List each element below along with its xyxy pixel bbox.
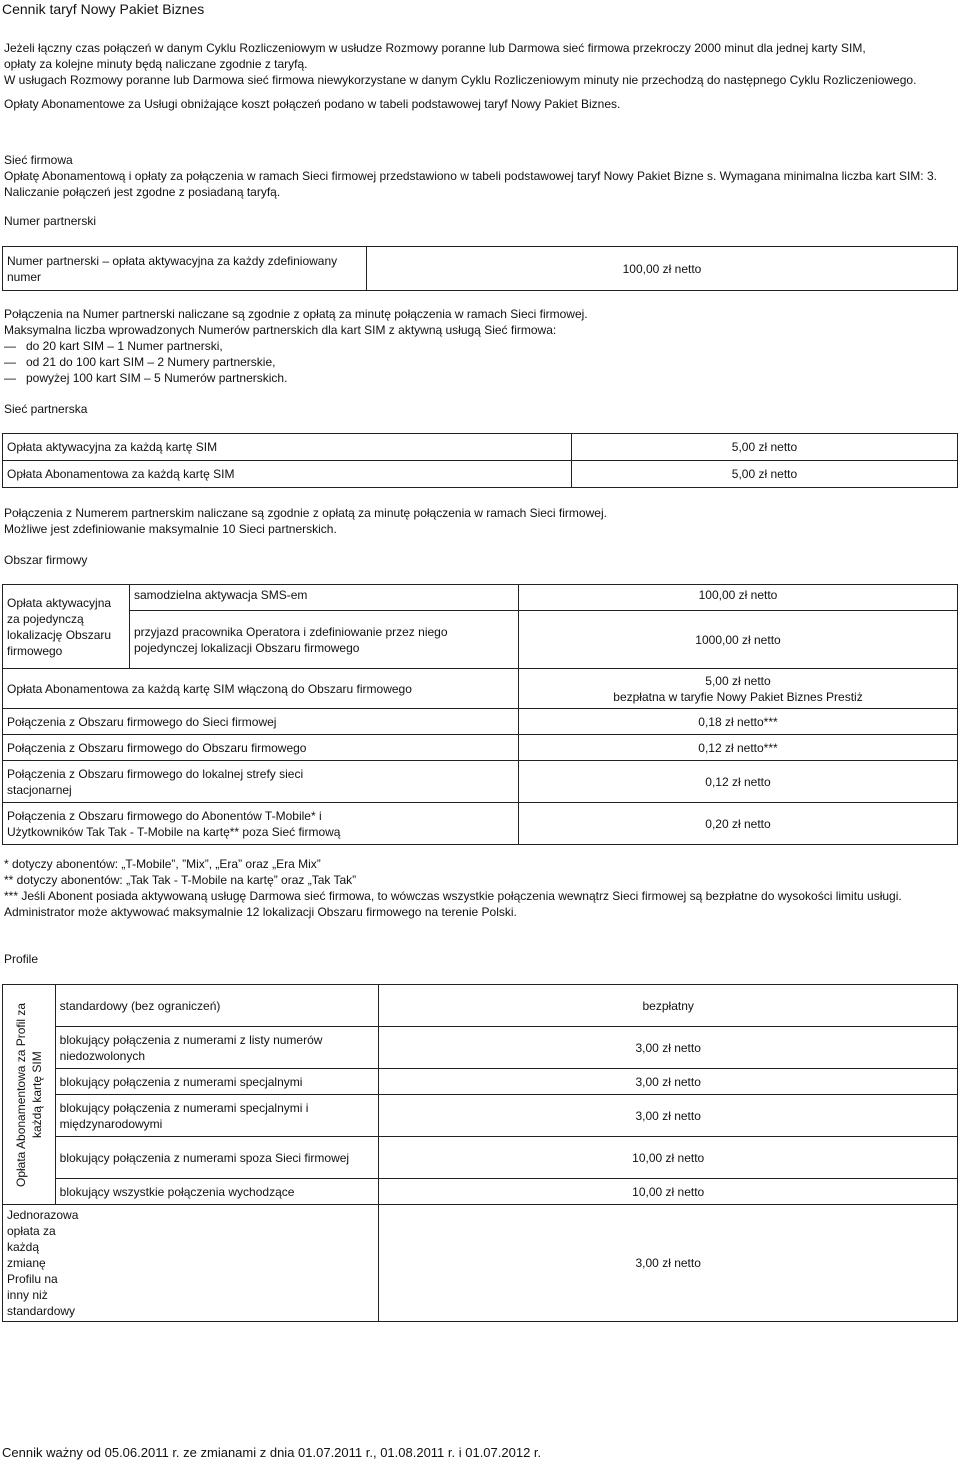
document-title: Cennik taryf Nowy Pakiet Biznes xyxy=(2,1,205,17)
obszar-activation-price: 1000,00 zł netto xyxy=(519,611,958,669)
profile-row-label: blokujący połączenia z numerami specjalnymi i międzynarodowymi xyxy=(55,1095,379,1137)
obszar-row-price: 0,18 zł netto*** xyxy=(519,709,958,735)
footnote-2: ** dotyczy abonentów: „Tak Tak - T-Mobile na kartę” oraz „Tak Tak” xyxy=(4,873,357,887)
table-row xyxy=(3,461,958,488)
profile-heading: Profile xyxy=(4,952,39,966)
intro-paragraph-2: W usługach Rozmowy poranne lub Darmowa sieć firmowa niewykorzystane w danym Cyklu Rozliczeniowym minuty nie przechodzą do następnego Cyklu Rozliczeniowego. xyxy=(4,73,917,87)
profile-row-price: 3,00 zł netto xyxy=(379,1095,958,1137)
profile-row-label: blokujący wszystkie połączenia wychodzące xyxy=(55,1179,379,1205)
numer-partnerski-table xyxy=(2,246,958,291)
obszar-row-label: Połączenia z Obszaru firmowego do Obszaru firmowego xyxy=(3,735,519,761)
obszar-firmowy-footnotes xyxy=(4,856,934,920)
profile-row-price: 10,00 zł netto xyxy=(379,1179,958,1205)
obszar-abon-price-line-1: 5,00 zł netto xyxy=(705,673,771,688)
siec-firmowa-text: Opłatę Abonamentową i opłaty za połączenia w ramach Sieci firmowej przedstawiono w tabeli podstawowej taryf Nowy Pakiet Bizne s. Wymagana minimalna liczba kart SIM: 3. Naliczanie połączeń jest zgodne z posiadaną taryfą. xyxy=(4,169,937,199)
obszar-row-label: Połączenia z Obszaru firmowego do Abonentów T-Mobile* i Użytkowników Tak Tak - T-Mobile na kartę** poza Sieć firmową xyxy=(3,803,519,845)
profile-row-label: blokujący połączenia z numerami spoza Sieci firmowej xyxy=(55,1137,379,1179)
profile-row-label: blokujący połączenia z numerami z listy numerów niedozwolonych xyxy=(55,1027,379,1069)
numer-partnerski-notes xyxy=(4,306,944,386)
intro-paragraph-1 xyxy=(4,40,944,72)
siec-partnerska-row-price: 5,00 zł netto xyxy=(572,461,958,488)
list-item: — powyżej 100 kart SIM – 5 Numerów partnerskich. xyxy=(4,370,944,386)
obszar-row-price: 0,20 zł netto xyxy=(519,803,958,845)
numer-partnerski-list xyxy=(4,338,944,386)
profile-row-label: standardowy (bez ograniczeń) xyxy=(55,985,379,1027)
obszar-row-label: Połączenia z Obszaru firmowego do lokalnej strefy sieci stacjonarnej xyxy=(3,761,519,803)
profile-vertical-label: Opłata Abonamentowa za Profil za każdą kartę SIM xyxy=(13,1002,44,1187)
table-row xyxy=(3,611,958,669)
table-row xyxy=(3,1137,958,1179)
obszar-firmowy-table xyxy=(2,584,958,845)
obszar-row-price: 0,12 zł netto*** xyxy=(519,735,958,761)
numer-partnerski-note-1: Połączenia na Numer partnerski naliczane są zgodnie z opłatą za minutę połączenia w ramach Sieci firmowej. xyxy=(4,307,588,321)
obszar-row-label: Połączenia z Obszaru firmowego do Sieci firmowej xyxy=(3,709,519,735)
table-row xyxy=(3,985,958,1027)
list-item: — do 20 kart SIM – 1 Numer partnerski, xyxy=(4,338,944,354)
table-row xyxy=(3,247,958,291)
intro-paragraph-3: Opłaty Abonamentowe za Usługi obniżające koszt połączeń podano w tabeli podstawowej taryf Nowy Pakiet Biznes. xyxy=(4,97,621,111)
siec-firmowa-heading: Sieć firmowa xyxy=(4,153,73,167)
profile-table xyxy=(2,984,958,1322)
table-row xyxy=(3,1027,958,1069)
table-row xyxy=(3,1205,958,1322)
table-row xyxy=(3,803,958,845)
profile-row-label: blokujący połączenia z numerami specjalnymi xyxy=(55,1069,379,1095)
list-item: — od 21 do 100 kart SIM – 2 Numery partnerskie, xyxy=(4,354,944,370)
intro-paragraph-1-line-2: opłaty za kolejne minuty będą naliczane zgodnie z taryfą. xyxy=(4,57,308,71)
obszar-abon-price-line-2: bezpłatna w taryfie Nowy Pakiet Biznes Prestiż xyxy=(613,689,863,704)
numer-partnerski-label: Numer partnerski – opłata aktywacyjna za każdy zdefiniowany numer xyxy=(3,247,367,291)
obszar-activation-price: 100,00 zł netto xyxy=(519,585,958,611)
obszar-firmowy-note: Administrator może aktywować maksymalnie 12 lokalizacji Obszaru firmowego na terenie Polski. xyxy=(4,905,517,919)
table-row xyxy=(3,669,958,709)
table-row xyxy=(3,585,958,611)
table-row xyxy=(3,709,958,735)
obszar-activation-option: przyjazd pracownika Operatora i zdefiniowanie przez niego pojedynczej lokalizacji Obszaru firmowego xyxy=(130,611,519,669)
intro-paragraph-1-line-1: Jeżeli łączny czas połączeń w danym Cyklu Rozliczeniowym w usłudze Rozmowy poranne lub Darmowa sieć firmowa przekroczy 2000 minut dla jednej karty SIM, xyxy=(4,41,866,55)
footnote-1: * dotyczy abonentów: „T-Mobile”, ”Mix”, „Era” oraz „Era Mix” xyxy=(4,857,321,871)
table-row xyxy=(3,1179,958,1205)
table-row xyxy=(3,735,958,761)
document-footer: Cennik ważny od 05.06.2011 r. ze zmianami z dnia 01.07.2011 r., 01.08.2011 r. i 01.07.2012 r. xyxy=(2,1445,542,1460)
profile-row-price: 3,00 zł netto xyxy=(379,1069,958,1095)
obszar-abon-label: Opłata Abonamentowa za każdą kartę SIM włączoną do Obszaru firmowego xyxy=(3,669,519,709)
siec-partnerska-row-price: 5,00 zł netto xyxy=(572,434,958,461)
siec-firmowa-section xyxy=(4,152,944,200)
obszar-row-price: 0,12 zł netto xyxy=(519,761,958,803)
siec-partnerska-row-label: Opłata aktywacyjna za każdą kartę SIM xyxy=(3,434,572,461)
profile-row-price: bezpłatny xyxy=(379,985,958,1027)
siec-partnerska-note-1: Połączenia z Numerem partnerskim naliczane są zgodnie z opłatą za minutę połączenia w ramach Sieci firmowej. xyxy=(4,506,607,520)
intro-section xyxy=(4,40,944,112)
obszar-activation-option: samodzielna aktywacja SMS-em xyxy=(130,585,519,611)
profile-change-label: Jednorazowa opłata za każdą zmianę Profilu na inny niż standardowy xyxy=(3,1205,379,1322)
numer-partnerski-heading: Numer partnerski xyxy=(4,214,97,228)
siec-partnerska-row-label: Opłata Abonamentowa za każdą kartę SIM xyxy=(3,461,572,488)
obszar-abon-price xyxy=(519,669,958,709)
table-row xyxy=(3,1069,958,1095)
profile-change-price: 3,00 zł netto xyxy=(379,1205,958,1322)
profile-row-price: 10,00 zł netto xyxy=(379,1137,958,1179)
siec-partnerska-notes xyxy=(4,505,944,537)
table-row xyxy=(3,1095,958,1137)
siec-partnerska-note-2: Możliwe jest zdefiniowanie maksymalnie 10 Sieci partnerskich. xyxy=(4,522,337,536)
siec-partnerska-heading: Sieć partnerska xyxy=(4,402,88,416)
numer-partnerski-note-2: Maksymalna liczba wprowadzonych Numerów partnerskich dla kart SIM z aktywną usługą Sieć firmowa: xyxy=(4,323,557,337)
numer-partnerski-price: 100,00 zł netto xyxy=(367,247,958,291)
profile-vertical-label-cell xyxy=(3,985,56,1205)
table-row xyxy=(3,434,958,461)
obszar-firmowy-heading: Obszar firmowy xyxy=(4,553,88,567)
profile-row-price: 3,00 zł netto xyxy=(379,1027,958,1069)
table-row xyxy=(3,761,958,803)
obszar-activation-label: Opłata aktywacyjna za pojedynczą lokalizację Obszaru firmowego xyxy=(3,585,130,669)
siec-partnerska-table xyxy=(2,433,958,488)
footnote-3: *** Jeśli Abonent posiada aktywowaną usługę Darmowa sieć firmowa, to wówczas wszystkie połączenia wewnątrz Sieci firmowej są bezpłatne do wysokości limitu usługi. xyxy=(4,889,902,903)
